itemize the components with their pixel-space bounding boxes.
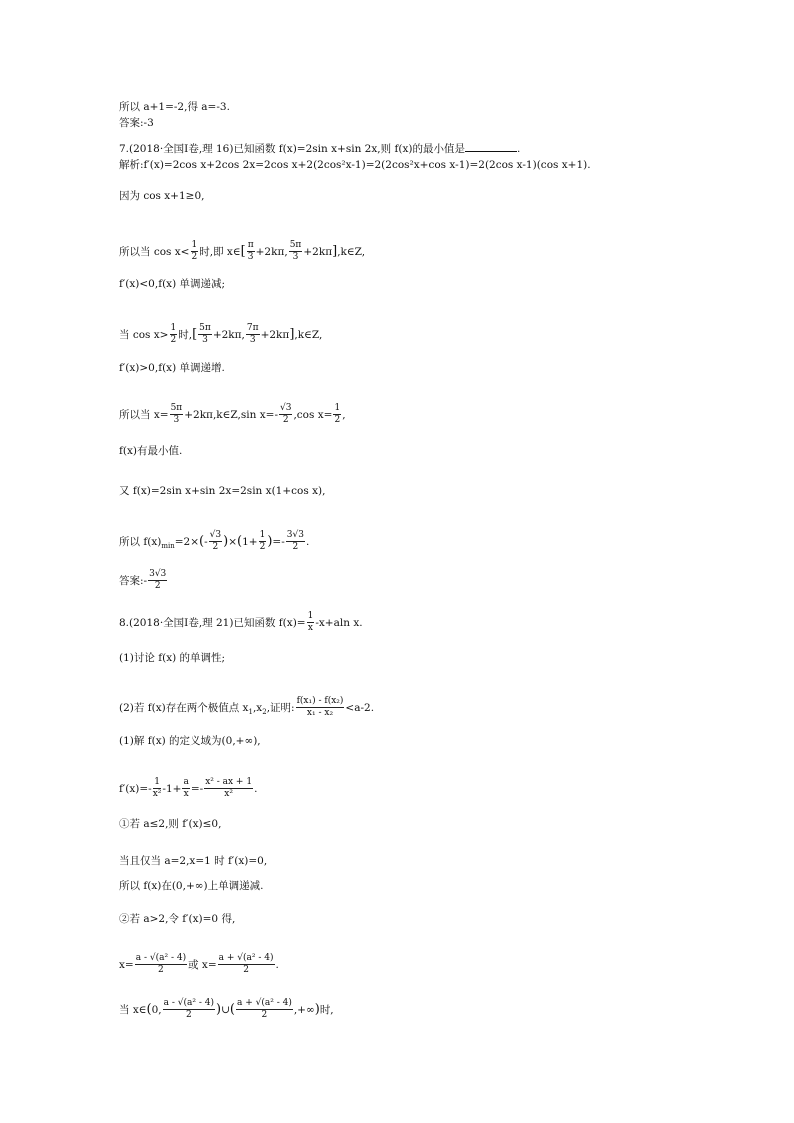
text-line xyxy=(119,241,365,263)
fraction-denominator: 3 xyxy=(173,415,180,426)
text-run: 当 x∈ xyxy=(119,1003,147,1016)
fraction-denominator: x xyxy=(183,789,189,800)
text-run: ②若 a>2,令 f′(x)=0 得, xyxy=(119,913,236,925)
bracket: ) xyxy=(267,533,273,549)
fraction-numerator: 1 xyxy=(191,241,199,252)
text-run: 所以当 cos x< xyxy=(119,245,190,258)
fraction-denominator: 2 xyxy=(185,1010,192,1021)
fraction xyxy=(135,954,187,976)
text-line xyxy=(119,697,374,719)
text-run: f(x)有最小值. xyxy=(119,445,183,457)
subscript: 2 xyxy=(262,708,267,717)
text-line xyxy=(119,191,204,202)
text-run: 时,即 x∈ xyxy=(199,245,241,258)
text-run: -x+aln x. xyxy=(315,616,363,629)
fraction-denominator: x² xyxy=(152,789,162,800)
text-run: 或 x= xyxy=(188,958,217,971)
fraction-denominator: 2 xyxy=(259,542,266,553)
text-run: 所以 a+1=-2,得 a=-3. xyxy=(119,101,230,113)
subscript: min xyxy=(161,542,175,551)
text-run: =- xyxy=(190,782,204,795)
text-run: ,k∈Z, xyxy=(294,328,323,341)
fraction-numerator: f(x₁) - f(x₂) xyxy=(296,697,345,708)
fraction-numerator: √3 xyxy=(209,531,222,542)
fraction-denominator: x² xyxy=(224,789,233,800)
fraction-numerator: √3 xyxy=(279,404,292,415)
text-run: 所以 f(x) xyxy=(119,535,162,548)
fraction xyxy=(182,778,189,800)
fraction-denominator: 2 xyxy=(334,415,341,426)
text-run: 所以 f(x)在(0,+∞)上单调递减. xyxy=(119,880,264,892)
fraction-numerator: 1 xyxy=(333,404,341,415)
text-run: (1)解 f(x) 的定义域为(0,+∞), xyxy=(119,735,261,747)
text-run: (1)讨论 f(x) 的单调性; xyxy=(119,652,226,664)
bracket: ( xyxy=(229,1001,235,1017)
fraction-denominator: x xyxy=(307,623,313,634)
text-line xyxy=(119,856,267,867)
fraction-denominator: 2 xyxy=(191,252,198,263)
fraction xyxy=(191,241,199,263)
fraction-denominator: 2 xyxy=(243,965,249,976)
text-run: . xyxy=(305,535,310,548)
fraction-numerator: 5π xyxy=(289,241,303,252)
text-run: 1+ xyxy=(242,535,258,548)
fraction-denominator: x₁ - x₂ xyxy=(306,708,334,719)
text-run: ,x xyxy=(252,701,263,714)
text-line xyxy=(119,363,225,374)
fraction-numerator: 5π xyxy=(170,404,184,415)
fraction-numerator: a + √(a² - 4) xyxy=(218,954,275,965)
fraction-numerator: 1 xyxy=(259,531,267,542)
fraction-numerator: 1 xyxy=(170,324,178,335)
fraction xyxy=(246,324,260,346)
text-run: . xyxy=(275,958,279,971)
bracket: ) xyxy=(314,1001,320,1017)
text-run: f′(x)>0,f(x) 单调递增. xyxy=(119,362,225,374)
text-line xyxy=(119,570,168,592)
text-run: 因为 cos x+1≥0, xyxy=(119,190,205,202)
text-run: ,证明: xyxy=(266,701,295,714)
text-run: ∪ xyxy=(221,1003,230,1016)
subscript: 1 xyxy=(248,708,253,717)
text-run: 解析:f′(x)=2cos x+2cos 2x=2cos x+2(2cos²x-1)=2(2cos²x+cos x-1)=2(2cos x-1)(cos x+1). xyxy=(119,159,591,171)
text-line xyxy=(119,999,334,1021)
text-line xyxy=(119,778,257,800)
text-run: ,cos x= xyxy=(293,408,333,421)
text-run: +2kπ, xyxy=(212,328,245,341)
text-run: 时, xyxy=(319,1003,334,1016)
text-run: f′(x)=- xyxy=(119,782,152,795)
text-run: 所以当 x= xyxy=(119,408,169,421)
bracket: ) xyxy=(216,1001,222,1017)
text-run: 8.(2018·全国Ⅰ卷,理 21)已知函数 f(x)= xyxy=(119,616,306,629)
text-run: +2kπ xyxy=(303,245,333,258)
fraction-denominator: 2 xyxy=(282,415,289,426)
fraction xyxy=(307,612,315,634)
text-run: 答案:- xyxy=(119,574,148,587)
text-run: +2kπ,k∈Z,sin x=- xyxy=(184,408,278,421)
fraction-numerator: a - √(a² - 4) xyxy=(163,999,215,1010)
fraction-numerator: 3√3 xyxy=(286,531,305,542)
fraction-denominator: 3 xyxy=(292,252,299,263)
text-line xyxy=(119,118,154,129)
fraction-denominator: 2 xyxy=(261,1010,268,1021)
text-run: <a-2. xyxy=(345,701,375,714)
bracket: ( xyxy=(146,1001,152,1017)
text-line xyxy=(119,881,263,892)
fraction-denominator: 3 xyxy=(202,335,208,346)
fraction xyxy=(296,697,345,719)
bracket: ) xyxy=(223,533,229,549)
fraction-numerator: 5π xyxy=(198,324,212,335)
fraction-numerator: x² - ax + 1 xyxy=(204,778,253,789)
text-line xyxy=(119,324,322,346)
text-run: -1+ xyxy=(162,782,182,795)
text-run: . xyxy=(254,782,258,795)
fraction-numerator: 7π xyxy=(246,324,260,335)
fraction xyxy=(153,778,162,800)
fraction xyxy=(170,404,184,426)
text-run: =2× xyxy=(174,535,200,548)
bracket: [ xyxy=(240,243,246,259)
fraction-numerator: 3√3 xyxy=(148,570,167,581)
text-run: 0, xyxy=(151,1003,162,1016)
fraction xyxy=(259,531,267,553)
text-run: 当 cos x> xyxy=(119,328,169,341)
fraction-denominator: 2 xyxy=(212,542,219,553)
fraction-numerator: 1 xyxy=(153,778,162,789)
fraction xyxy=(279,404,292,426)
fraction-denominator: 2 xyxy=(158,965,164,976)
fraction xyxy=(286,531,305,553)
text-run: 又 f(x)=2sin x+sin 2x=2sin x(1+cos x), xyxy=(119,485,326,497)
fraction xyxy=(170,324,178,346)
fraction xyxy=(218,954,275,976)
fraction-numerator: a + √(a² - 4) xyxy=(236,999,293,1010)
text-run: . xyxy=(516,143,521,155)
text-run: ①若 a≤2,则 f′(x)≤0, xyxy=(119,818,222,830)
bracket: ( xyxy=(237,533,243,549)
text-line xyxy=(119,736,261,747)
fraction-numerator: a - √(a² - 4) xyxy=(135,954,187,965)
text-run: 7.(2018·全国Ⅰ卷,理 16)已知函数 f(x)=2sin x+sin 2x,则 f(x)的最小值是 xyxy=(119,143,465,155)
text-line xyxy=(119,954,279,976)
bracket: ] xyxy=(332,243,338,259)
text-run: ,k∈Z, xyxy=(337,245,366,258)
fraction xyxy=(247,241,255,263)
text-run: x= xyxy=(119,958,134,971)
text-run: × xyxy=(228,535,238,548)
text-run: +2kπ, xyxy=(255,245,288,258)
text-line xyxy=(119,446,182,457)
fraction-numerator: π xyxy=(247,241,255,252)
fraction-denominator: 2 xyxy=(292,542,299,553)
text-line xyxy=(119,819,221,830)
text-run: (2)若 f(x)存在两个极值点 x xyxy=(119,701,249,714)
fraction xyxy=(198,324,212,346)
text-run: +2kπ xyxy=(260,328,290,341)
text-run: - xyxy=(204,535,208,548)
bracket: ( xyxy=(199,533,205,549)
fraction-denominator: 3 xyxy=(247,252,254,263)
bracket: ] xyxy=(289,326,295,342)
fraction-numerator: 1 xyxy=(307,612,315,623)
text-line xyxy=(119,612,363,634)
fraction-denominator: 2 xyxy=(154,581,161,592)
text-line xyxy=(119,914,235,925)
text-line xyxy=(119,279,225,290)
bracket: [ xyxy=(192,326,198,342)
fraction xyxy=(236,999,293,1021)
text-line xyxy=(119,486,325,497)
text-line xyxy=(119,531,309,553)
text-line xyxy=(119,653,225,664)
fraction-denominator: 2 xyxy=(170,335,177,346)
fraction xyxy=(163,999,215,1021)
answer-blank xyxy=(465,142,517,152)
fraction xyxy=(333,404,341,426)
text-line xyxy=(119,102,230,113)
fraction xyxy=(204,778,253,800)
text-run: =- xyxy=(272,535,285,548)
fraction-denominator: 3 xyxy=(249,335,256,346)
text-run: 答案:-3 xyxy=(119,117,154,129)
text-run: ,+∞ xyxy=(293,1003,315,1016)
fraction xyxy=(209,531,222,553)
fraction xyxy=(148,570,167,592)
fraction-numerator: a xyxy=(182,778,189,789)
text-run: 时, xyxy=(178,328,193,341)
text-line xyxy=(119,404,346,426)
text-line xyxy=(119,142,520,155)
text-run: , xyxy=(342,408,346,421)
fraction xyxy=(289,241,303,263)
text-line xyxy=(119,160,591,171)
text-run: f′(x)<0,f(x) 单调递减; xyxy=(119,278,226,290)
text-run: 当且仅当 a=2,x=1 时 f′(x)=0, xyxy=(119,855,268,867)
